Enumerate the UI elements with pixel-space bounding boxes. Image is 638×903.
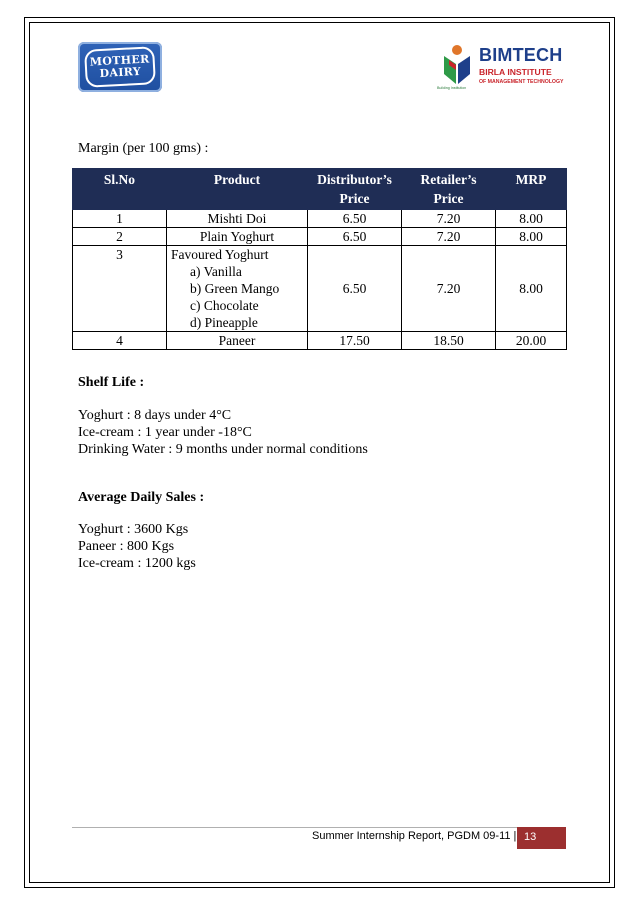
bimtech-emblem-icon (441, 44, 473, 86)
header-retailer-line2: Price (433, 191, 464, 206)
table-row (73, 210, 567, 228)
cell-distributor-price: 6.50 (308, 210, 402, 228)
daily-sales-yoghurt: Yoghurt : 3600 Kgs (78, 522, 189, 537)
daily-sales-paneer: Paneer : 800 Kgs (78, 539, 175, 554)
cell-retailer-price: 7.20 (402, 228, 496, 246)
shelf-life-drinking-water: Drinking Water : 9 months under normal conditions (78, 442, 368, 457)
footer-divider (72, 827, 566, 828)
daily-sales-heading: Average Daily Sales : (78, 490, 205, 505)
header-distributor-line1: Distributor’s (317, 172, 392, 187)
cell-product: Mishti Doi (167, 210, 308, 228)
table-row (73, 228, 567, 246)
shelf-life-heading: Shelf Life : (78, 375, 145, 390)
mother-dairy-logo-line2: DAIRY (99, 64, 142, 81)
cell-mrp: 8.00 (496, 210, 567, 228)
cell-slno: 3 (73, 246, 167, 332)
list-item: c) Chocolate (190, 298, 259, 313)
cell-product: Plain Yoghurt (167, 228, 308, 246)
cell-retailer-price: 18.50 (402, 332, 496, 350)
cell-mrp: 20.00 (496, 332, 567, 350)
cell-product (167, 246, 308, 332)
product-variant-list (171, 263, 304, 331)
header-distributor-price (308, 169, 402, 210)
shelf-life-ice-cream: Ice-cream : 1 year under -18°C (78, 425, 252, 440)
daily-sales-ice-cream: Ice-cream : 1200 kgs (78, 556, 196, 571)
cell-distributor-price: 6.50 (308, 246, 402, 332)
cell-product: Paneer (167, 332, 308, 350)
cell-distributor-price: 6.50 (308, 228, 402, 246)
cell-retailer-price: 7.20 (402, 210, 496, 228)
margin-heading: Margin (per 100 gms) : (78, 141, 209, 156)
cell-product-name: Favoured Yoghurt (171, 247, 269, 262)
table-header-row (73, 169, 567, 210)
mother-dairy-logo (78, 42, 162, 92)
cell-distributor-price: 17.50 (308, 332, 402, 350)
margin-table (72, 168, 567, 350)
list-item: a) Vanilla (190, 264, 242, 279)
list-item: d) Pineapple (190, 315, 258, 330)
header-retailer-line1: Retailer’s (420, 172, 477, 187)
list-item: b) Green Mango (190, 281, 280, 296)
bimtech-logo-line2: OF MANAGEMENT TECHNOLOGY (479, 79, 564, 85)
shelf-life-yoghurt: Yoghurt : 8 days under 4°C (78, 408, 232, 423)
cell-slno: 4 (73, 332, 167, 350)
header-retailer-price (402, 169, 496, 210)
bimtech-logo-line1: BIRLA INSTITUTE (479, 67, 552, 77)
header-distributor-line2: Price (339, 191, 370, 206)
table-row (73, 332, 567, 350)
cell-slno: 1 (73, 210, 167, 228)
cell-retailer-price: 7.20 (402, 246, 496, 332)
cell-mrp: 8.00 (496, 228, 567, 246)
header-product: Product (167, 169, 308, 210)
header-mrp: MRP (496, 169, 567, 210)
cell-mrp: 8.00 (496, 246, 567, 332)
bimtech-logo-title: BIMTECH (479, 45, 563, 65)
bimtech-logo-tagline: Building Institution (437, 86, 467, 90)
footer-report-title: Summer Internship Report, PGDM 09-11 | (312, 830, 517, 842)
footer-page-number: 13 (517, 827, 566, 849)
cell-slno: 2 (73, 228, 167, 246)
bimtech-logo (437, 44, 587, 94)
table-row (73, 246, 567, 332)
header-slno: Sl.No (73, 169, 167, 210)
mother-dairy-logo-line1: MOTHER (89, 52, 150, 69)
